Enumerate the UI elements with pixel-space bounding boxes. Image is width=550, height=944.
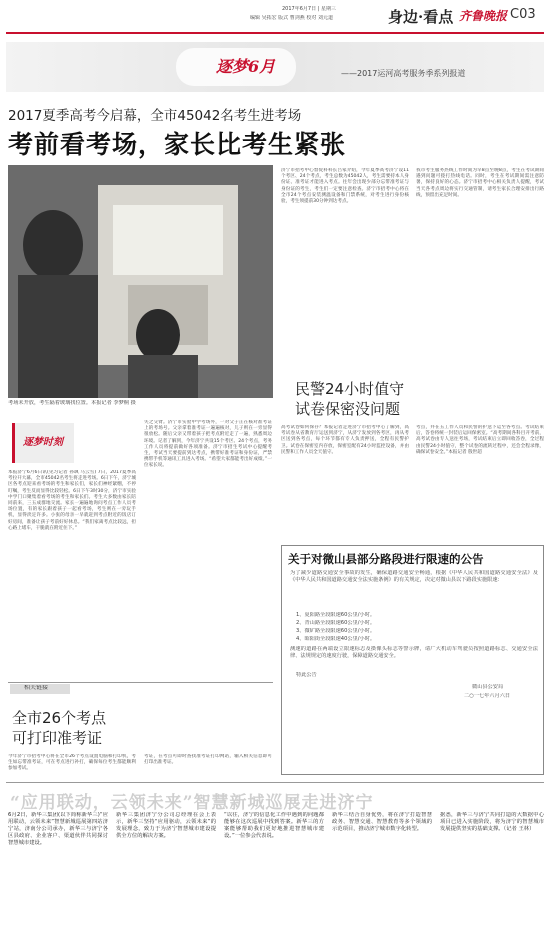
related-column-a: 今年济宁市招考中心将在全市26个考点设置电脑和打印机，考生如忘带准考证，可在考点进行补打，确保每位考生都能顺利参加考试。 bbox=[8, 754, 136, 772]
lead-column-a: 本报济宁6月6日讯(见习记者 孙飒 马云雪) 7日，2017夏季高考拉开大幕，全市45042名考生将走进考场。6日下午，济宁城区各考点迎来看考场的考生和家长们，家长们神经紧绷，不停叮嘱，考生反而显得比较轻松。6日下午3时30分，济宁市实验中学门口聚集着看考场的考生和家长们。考生大多数由家长陪同前来，三五成群地交流。家长一遍遍地询问考点工作人员考场位置，有的家长跟着孩子一起看考场，考生则在一旁玩手机，显得淡定许多。小张的母亲一早就赶到考点附近的饭店订好房间，准备让孩子考前好好休息。“我们家离考点比较远，担心路上堵车，干脆就在附近住下。” bbox=[8, 470, 136, 531]
notice-item-2: 2、青山路全段限速60公里/小时。 bbox=[296, 620, 376, 626]
notice-body: 为了减少道路交通安全事故的发生，确保道路交通安全畅通，根据《中华人民共和国道路交通安全法》及《中华人民共和国道路交通安全法实施条例》的有关规定，决定对微山县以下路段实施限速： bbox=[290, 570, 538, 583]
notice-date: 二○一七年六月六日 bbox=[464, 693, 511, 699]
masthead-date: 2017年6月7日 | 星期三 bbox=[282, 6, 336, 12]
notice-sign: 特此公告 bbox=[296, 672, 317, 678]
notice-item-1: 1、夏阳路全段限速60公里/小时。 bbox=[296, 612, 376, 618]
banner-logo: 逐梦6月 bbox=[216, 57, 276, 76]
police-column-a: 高考试卷如何保存？本报记者走进济宁市招考中心了解到，高考试卷从省教育厅运送到济宁，从济宁发放到各考区，再从考区送到各考点，每个环节都有专人负责押送，全程有民警护卫。试卷在保密室内存放，保密室配有24小时监控设备，并由民警和工作人员全天值守。 bbox=[281, 425, 409, 455]
related-headline-2: 可打印准考证 bbox=[12, 729, 103, 747]
bottom-column-d: 新华三结合自身优势，将在济宁打造智慧政务、智慧交通、智慧教育等多个领域的示范项目，推动济宁城市数字化转型。 bbox=[332, 812, 432, 832]
masthead-editors: 编辑 吴拓宏 版式 曹剑燕 校对 刘元道 bbox=[250, 15, 333, 21]
section-title: 身边·看点 bbox=[388, 8, 454, 26]
police-headline-2: 试卷保密没问题 bbox=[295, 400, 401, 418]
lead-photo-illustration bbox=[8, 165, 273, 398]
notice-org: 微山县公安局 bbox=[472, 684, 504, 690]
related-headline-1: 全市26个考点 bbox=[12, 709, 107, 727]
lead-column-d: 我市考生服务热线工作时间为早8点至晚8点，考生在考试期间遇到问题可拨打热线电话。同时，考生在考试期间需注意防暑，保持良好的心态。济宁市招考中心相关负责人提醒，考试当天各考点周边将实行交通管制，请考生家长合理安排出行路线，预留出充足时间。 bbox=[416, 168, 544, 198]
bottom-headline: “应用联动，云领未来”智慧新城巡展走进济宁 bbox=[10, 793, 374, 813]
police-column-b: 考点，并在五工作人员和民警的护送下运至各考点。考试结束后，答卷将统一封装后运回保密室。“高考期间各科目开考前，高考试卷由专人送往考场，考试结束后立即回收答卷，全过程由民警24小时值守，整个试卷的流转过程中，还会全程录像，确保试卷安全。”本报记者 殷世超 bbox=[416, 425, 544, 455]
notice-title: 关于对微山县部分路段进行限速的公告 bbox=[288, 552, 484, 566]
related-column-b: 考证，在考点可即时查找准考证打印网站，输入相关信息即可打印出准考证。 bbox=[144, 754, 272, 766]
lead-kicker: 2017夏季高考今启幕，全市45042名考生进考场 bbox=[8, 108, 302, 124]
lead-column-b: 失之交臂。济宁市实验中学考场外，一对父子正在核对准考证上的考场号。父亲拿着准考证一遍遍核对，儿子则在一旁显得很放松。随后父亲又带着孩子把考点附近走了一遍，熟悉周边环境。记者了解到，今年济宁共设15个考区、24个考点，考务工作人员将提前做好各项准备。济宁市招生考试中心提醒考生，考试当天要提前到达考点，携带好准考证和身份证，严禁携带手机等通讯工具进入考场。“希望大家都能考出好成绩。”一位家长说。 bbox=[144, 420, 272, 469]
bottom-column-c: “以往，济宁的信息化工作中遇到的问题都能够在这次巡展中找到答案。新华三的方案能够帮助我们更好地推进智慧城市建设。”一位参会代表说。 bbox=[224, 812, 324, 839]
notice-item-4: 4、昭阳街全段限速40公里/小时。 bbox=[296, 636, 376, 642]
moment-tag-title: 逐梦时刻 bbox=[23, 437, 63, 448]
bottom-column-b: 新华三集团济宁分公司总经理在会上表示，新华三坚持“应用驱动，云领未来”的发展理念，致力于为济宁智慧城市建设提供全方位的解决方案。 bbox=[116, 812, 216, 839]
notice-item-3: 3、微矿路全段限速60公里/小时。 bbox=[296, 628, 376, 634]
page-number: C03 bbox=[510, 7, 536, 22]
lead-column-c: 济宁市招考中心督促科科长吕家介绍，今年夏季高考济宁设11个考区、24个考点，考生总数为45042人，考生需要持本人身份证、准考证才能进入考点。往年会出现少部分忘带准考证与身份证的考生，考生们一定要注意检查。济宁市招考中心将在全市24个考点安装测温设备和门禁系统，对考生进行身份核验，考生须提前30分钟到达考点。 bbox=[281, 168, 409, 205]
masthead bbox=[0, 0, 550, 34]
photo-caption: 考场未开放，考生隔着玻璃找位置。本报记者 李梦桐 摄 bbox=[8, 400, 136, 406]
moment-tag bbox=[12, 423, 74, 463]
bottom-rule bbox=[6, 782, 544, 783]
bottom-column-a: 6月2日，新华三集团(以下简称新华三)“应用联动，云领未来”智慧新城巡展第四站济宁站，济南分公司承办，新华三与济宁各区县政府、企业客户、渠道伙伴共同探讨智慧城市建设。 bbox=[8, 812, 108, 846]
notice-box bbox=[281, 545, 544, 775]
related-divider bbox=[8, 682, 273, 683]
banner-subtitle: ——2017运河高考服务季系列报道 bbox=[341, 69, 466, 78]
notice-closing: 测速的道路在两端设立限速标志及摄像头标志等警示牌，请广大机动车驾驶员按照道路标志、交通安全法律、法规规定的速度行驶，保障道路交通安全。 bbox=[290, 646, 538, 659]
related-tag bbox=[10, 684, 70, 694]
related-tag-label: 相关链接 bbox=[24, 685, 49, 691]
paper-logo: 齐鲁晚报 bbox=[459, 9, 508, 23]
lead-headline: 考前看考场，家长比考生紧张 bbox=[8, 130, 347, 159]
bottom-column-e: 据悉，新华三与济宁共同打造的大数据中心项目已进入实施阶段，将为济宁的智慧城市发展提供坚实的基础支撑。（记者 王林） bbox=[440, 812, 544, 832]
masthead-rule bbox=[6, 32, 544, 34]
lead-photo bbox=[8, 165, 273, 398]
police-headline-1: 民警24小时值守 bbox=[295, 380, 405, 398]
series-banner bbox=[6, 42, 544, 92]
